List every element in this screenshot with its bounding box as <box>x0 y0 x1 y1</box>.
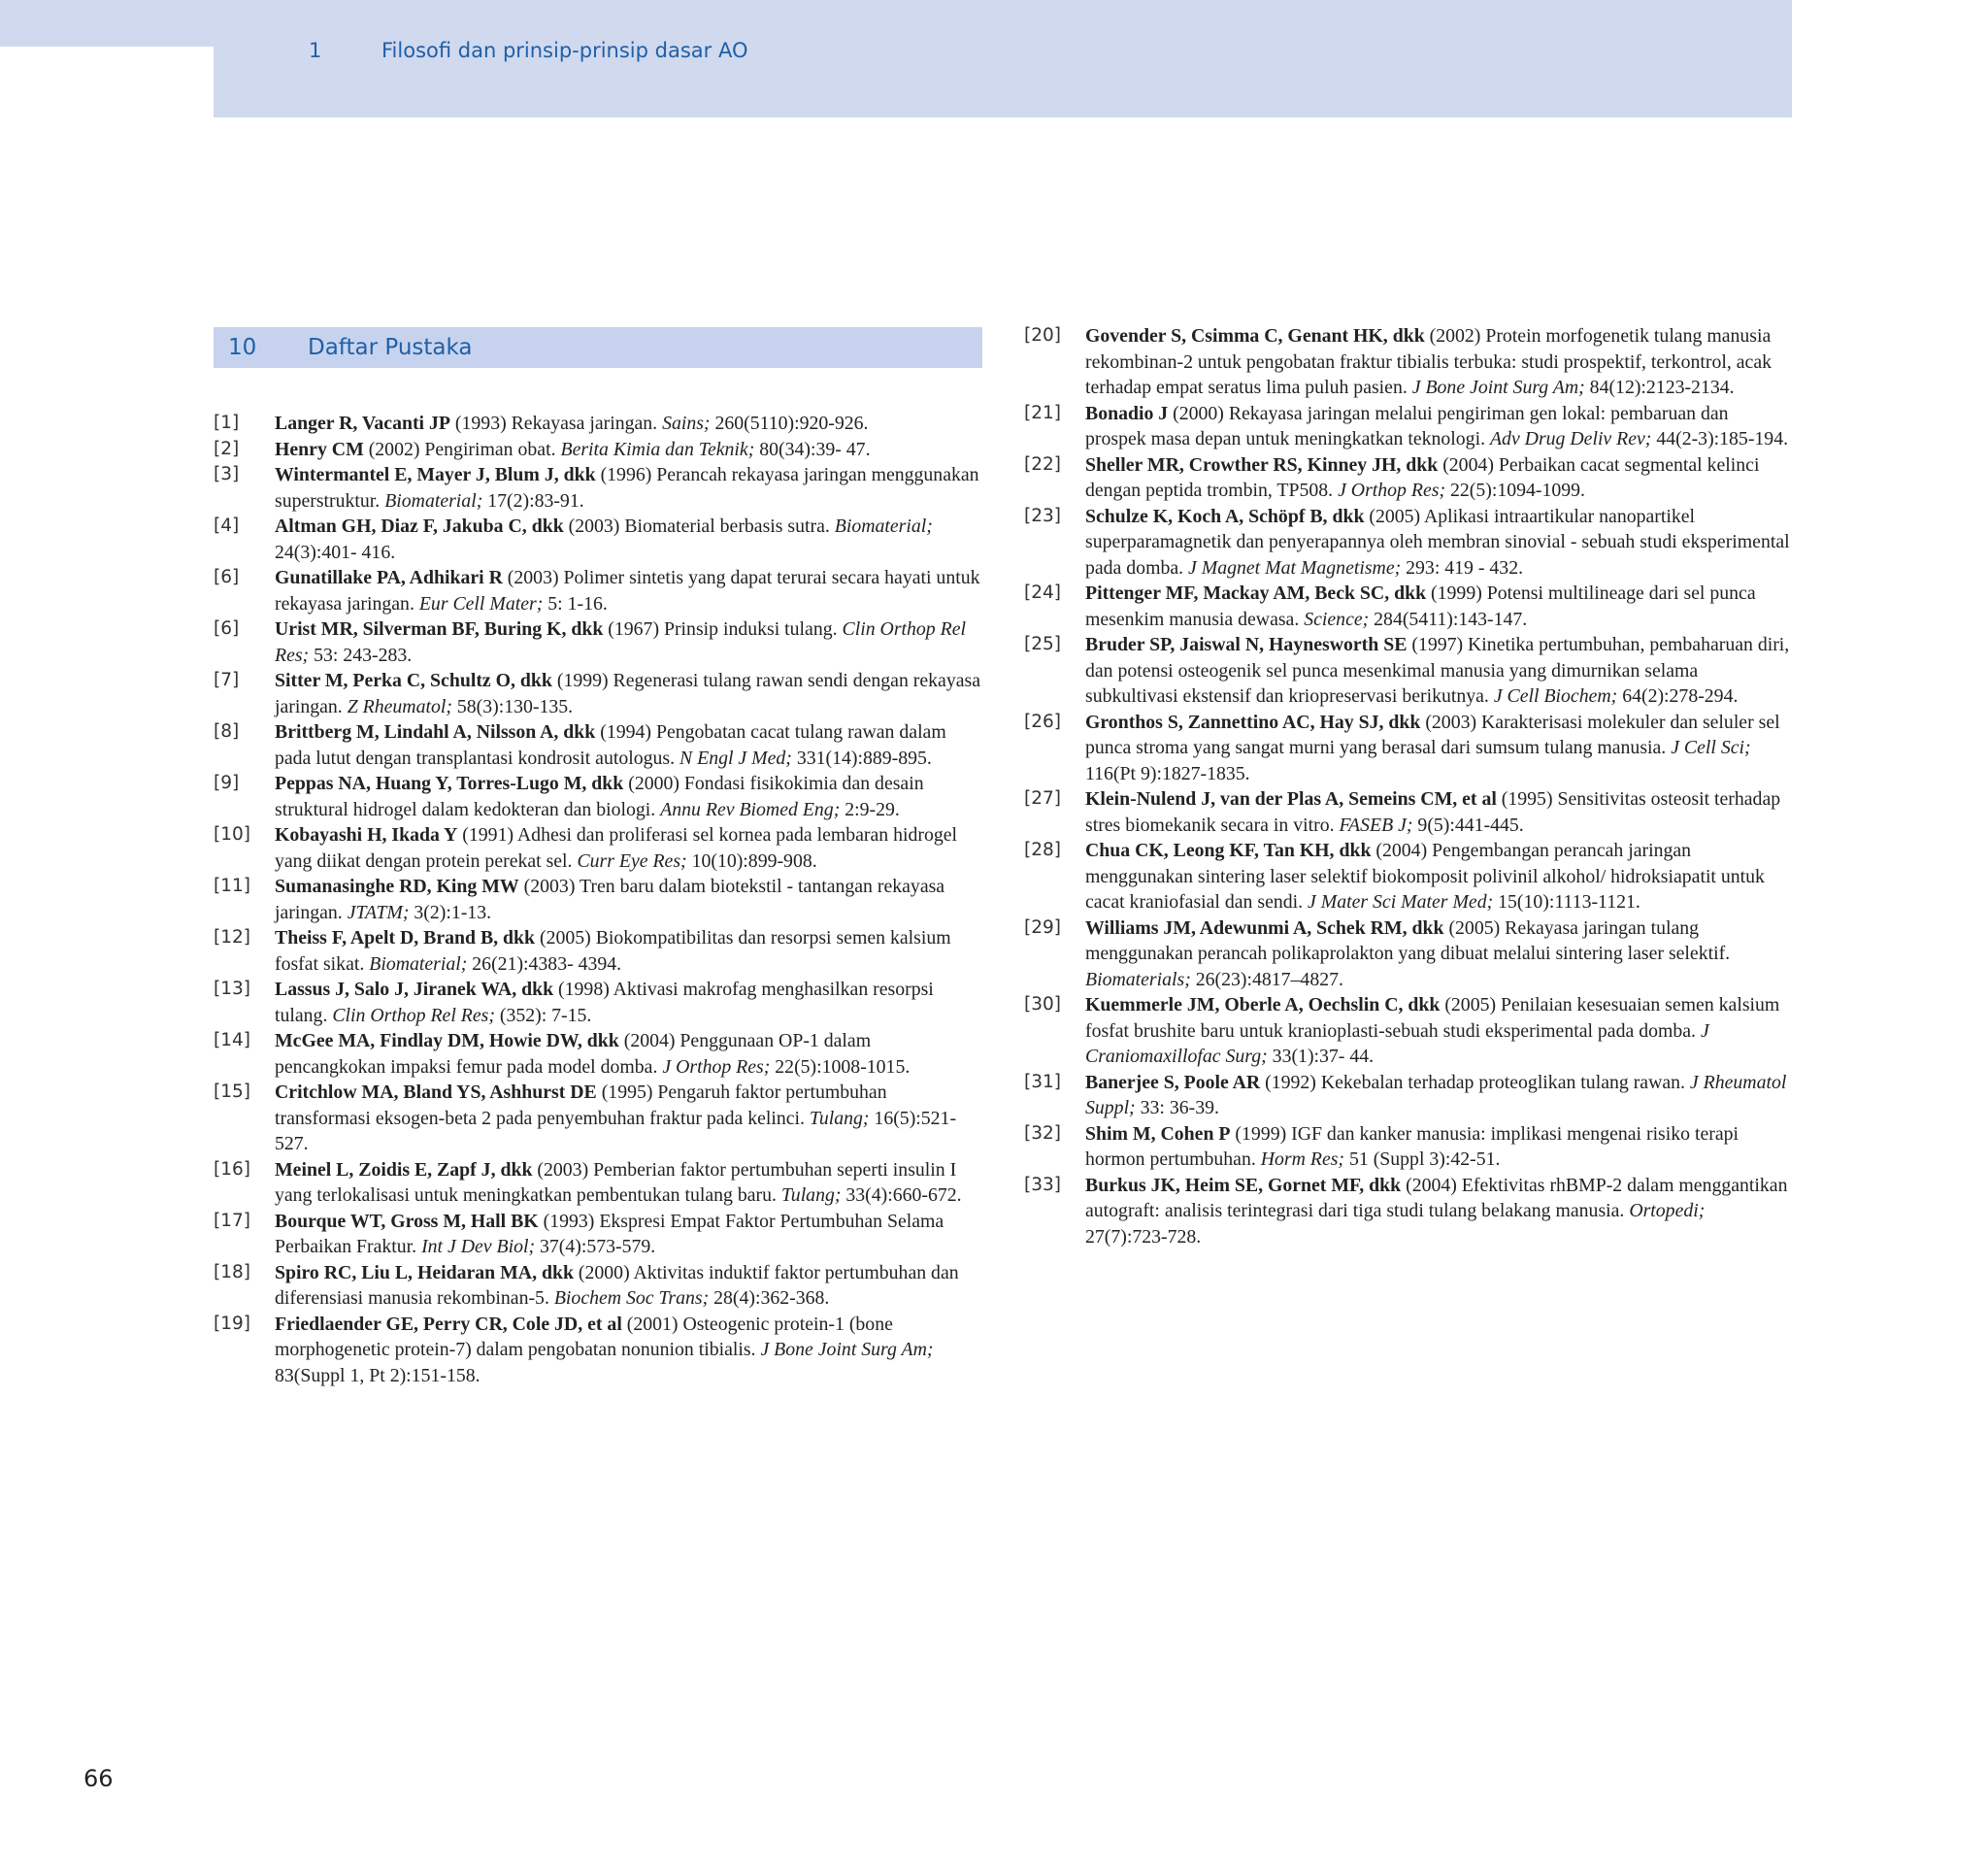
reference-item <box>1024 323 1791 401</box>
reference-number: [23] <box>1024 505 1061 526</box>
reference-authors: Shim M, Cohen P <box>1085 1122 1231 1145</box>
reference-item <box>214 437 980 463</box>
reference-title: (2005) Aplikasi intraartikular nanopartikel superparamagnetik dan penyerapannya oleh membran sinovial - sebuah studi eksperimental pada domba. <box>1085 505 1790 579</box>
reference-citation: 5: 1-16. <box>543 592 608 615</box>
reference-authors: Williams JM, Adewunmi A, Schek RM, dkk <box>1085 916 1444 939</box>
reference-citation: 27(7):723-728. <box>1085 1225 1202 1248</box>
reference-title: (2004) Perbaikan cacat segmental kelinci dengan peptida trombin, TP508. <box>1085 453 1760 501</box>
reference-authors: Banerjee S, Poole AR <box>1085 1071 1261 1093</box>
reference-authors: McGee MA, Findlay DM, Howie DW, dkk <box>275 1030 619 1051</box>
reference-journal: J Mater Sci Mater Med; <box>1308 891 1494 913</box>
reference-text <box>275 1260 980 1312</box>
reference-text <box>1085 452 1791 504</box>
reference-title: (1994) Pengobatan cacat tulang rawan dalam pada lutut dengan transplantasi kondrosit autologus. <box>275 721 946 769</box>
reference-text <box>1085 915 1791 993</box>
references-right-column <box>1024 323 1791 1249</box>
reference-number: [8] <box>214 721 240 742</box>
reference-authors: Pittenger MF, Mackay AM, Beck SC, dkk <box>1085 582 1427 604</box>
reference-text <box>1085 1070 1791 1121</box>
reference-citation: 26(23):4817–4827. <box>1190 968 1343 990</box>
reference-number: [28] <box>1024 840 1061 860</box>
reference-title: (1967) Prinsip induksi tulang. <box>603 618 843 640</box>
reference-item <box>214 1260 980 1312</box>
reference-authors: Schulze K, Koch A, Schöpf B, dkk <box>1085 505 1365 527</box>
reference-authors: Gronthos S, Zannettino AC, Hay SJ, dkk <box>1085 711 1421 733</box>
reference-number: [31] <box>1024 1071 1061 1092</box>
reference-title: (2000) Rekayasa jaringan melalui pengiriman gen lokal: pembaruan dan prospek masa depan untuk meningkatkan teknologi. <box>1085 402 1729 449</box>
reference-text <box>1085 786 1791 838</box>
reference-title: (2004) Pengembangan perancah jaringan menggunakan sintering laser selektif biokomposit polivinil alkohol/ hidroksiapatit untuk cacat kraniofasial dan sendi. <box>1085 840 1765 913</box>
reference-journal: Curr Eye Res; <box>577 849 687 872</box>
reference-number: [15] <box>214 1082 250 1102</box>
reference-authors: Spiro RC, Liu L, Heidaran MA, dkk <box>275 1261 574 1283</box>
reference-number: [2] <box>214 438 240 459</box>
reference-authors: Kuemmerle JM, Oberle A, Oechslin C, dkk <box>1085 994 1441 1015</box>
reference-text <box>1085 632 1791 710</box>
reference-title: (2000) Aktivitas induktif faktor pertumbuhan dan diferensiasi manusia rekombinan-5. <box>275 1261 959 1309</box>
reference-number: [30] <box>1024 994 1061 1015</box>
reference-text <box>1085 323 1791 401</box>
reference-item <box>214 1312 980 1389</box>
reference-authors: Bonadio J <box>1085 402 1169 424</box>
reference-citation: 26(21):4383- 4394. <box>467 952 622 975</box>
section-number: 10 <box>228 335 257 360</box>
reference-item <box>1024 838 1791 915</box>
reference-citation: 58(3):130-135. <box>451 695 574 717</box>
reference-title: (2003) Karakterisasi molekuler dan seluler sel punca stroma yang sangat murni yang berasal dari sumsum tulang manusia. <box>1085 711 1780 758</box>
reference-title: (2003) Pemberian faktor pertumbuhan seperti insulin I yang terlokalisasi untuk meningkatkan pembentukan tulang baru. <box>275 1158 957 1206</box>
reference-item <box>1024 1121 1791 1173</box>
reference-text <box>1085 1173 1791 1250</box>
reference-number: [26] <box>1024 711 1061 732</box>
reference-text <box>1085 992 1791 1070</box>
reference-title: (1997) Kinetika pertumbuhan, pembaharuan diri, dan potensi osteogenik sel punca mesenkimal manusia yang dimurnikan selama subkultivasi ekstensif dan kriopreservasi berikutnya. <box>1085 634 1790 707</box>
reference-text <box>1085 710 1791 787</box>
reference-title: (1995) Sensitivitas osteosit terhadap stres biomekanik secara in vitro. <box>1085 788 1781 836</box>
reference-citation: 28(4):362-368. <box>709 1287 830 1309</box>
reference-journal: Int J Dev Biol; <box>421 1236 536 1257</box>
reference-citation: 116(Pt 9):1827-1835. <box>1085 762 1250 784</box>
reference-number: [4] <box>214 516 240 536</box>
reference-citation: 84(12):2123-2134. <box>1584 377 1735 398</box>
reference-item <box>214 925 980 977</box>
reference-number: [20] <box>1024 325 1061 346</box>
reference-citation: 10(10):899-908. <box>686 849 817 872</box>
reference-citation: 16(5):521-527. <box>275 1107 957 1154</box>
reference-authors: Bourque WT, Gross M, Hall BK <box>275 1210 539 1232</box>
reference-text <box>275 925 980 977</box>
reference-title: (2003) Biomaterial berbasis sutra. <box>563 516 835 537</box>
reference-text <box>275 616 980 668</box>
reference-journal: Berita Kimia dan Teknik; <box>560 438 755 460</box>
reference-citation: 33: 36-39. <box>1135 1097 1219 1118</box>
reference-item <box>214 1080 980 1157</box>
reference-number: [33] <box>1024 1174 1061 1195</box>
reference-authors: Chua CK, Leong KF, Tan KH, dkk <box>1085 840 1372 861</box>
reference-authors: Meinel L, Zoidis E, Zapf J, dkk <box>275 1158 533 1181</box>
reference-text <box>1085 504 1791 582</box>
reference-text <box>275 514 980 565</box>
reference-item <box>214 1209 980 1260</box>
reference-journal: Sains; <box>662 413 711 434</box>
reference-text <box>275 771 980 822</box>
reference-title: (1992) Kekebalan terhadap proteoglikan tulang rawan. <box>1260 1071 1690 1093</box>
reference-citation: 260(5110):920-926. <box>710 413 869 434</box>
reference-title: (2005) Rekayasa jaringan tulang menggunakan perancah polikaprolakton yang dibuat melalui sintering laser selektif. <box>1085 916 1731 964</box>
reference-text <box>1085 1121 1791 1173</box>
reference-authors: Altman GH, Diaz F, Jakuba C, dkk <box>275 516 564 537</box>
reference-title: (2002) Pengiriman obat. <box>363 438 561 460</box>
reference-number: [16] <box>214 1158 250 1180</box>
reference-item <box>1024 504 1791 582</box>
references-left-column <box>214 411 980 1388</box>
reference-citation: 64(2):278-294. <box>1617 685 1739 707</box>
reference-item <box>214 514 980 565</box>
reference-item <box>214 1028 980 1080</box>
reference-title: (1991) Adhesi dan proliferasi sel kornea pada lembaran hidrogel yang diikat dengan protein perekat sel. <box>275 824 958 872</box>
reference-journal: J Orthop Res; <box>662 1055 771 1078</box>
reference-item <box>214 1157 980 1209</box>
header-band-stub <box>0 0 214 47</box>
reference-number: [13] <box>214 979 250 999</box>
reference-authors: Theiss F, Apelt D, Brand B, dkk <box>275 927 536 949</box>
reference-authors: Langer R, Vacanti JP <box>275 413 450 434</box>
reference-citation: 293: 419 - 432. <box>1401 556 1524 579</box>
reference-journal: J Magnet Mat Magnetisme; <box>1188 556 1402 579</box>
reference-journal: J Rheumatol Suppl; <box>1085 1071 1787 1118</box>
reference-title: (2001) Osteogenic protein-1 (bone morphogenetic protein-7) dalam pengobatan nonunion tibialis. <box>275 1313 893 1360</box>
reference-item <box>214 719 980 771</box>
reference-item <box>1024 915 1791 993</box>
reference-item <box>214 874 980 925</box>
reference-title: (2005) Biokompatibilitas dan resorpsi semen kalsium fosfat sikat. <box>275 927 951 975</box>
reference-item <box>214 616 980 668</box>
reference-citation: 331(14):889-895. <box>791 747 932 769</box>
reference-title: (2003) Tren baru dalam biotekstil - tantangan rekayasa jaringan. <box>275 876 945 923</box>
page-number: 66 <box>83 1765 114 1792</box>
reference-item <box>1024 710 1791 787</box>
reference-citation: 17(2):83-91. <box>482 489 584 512</box>
reference-item <box>1024 1070 1791 1121</box>
reference-title: (2000) Fondasi fisikokimia dan desain struktural hidrogel dalam kedokteran dan biologi. <box>275 773 924 820</box>
reference-authors: Friedlaender GE, Perry CR, Cole JD, et al <box>275 1313 622 1335</box>
reference-journal: Clin Orthop Rel Res; <box>275 618 966 666</box>
reference-text <box>1085 401 1791 452</box>
reference-citation: (352): 7-15. <box>494 1004 592 1026</box>
reference-citation: 33(1):37- 44. <box>1267 1046 1375 1067</box>
reference-text <box>275 1157 980 1209</box>
reference-journal: Biomaterials; <box>1085 968 1191 990</box>
reference-authors: Sumanasinghe RD, King MW <box>275 876 519 897</box>
reference-journal: Biochem Soc Trans; <box>553 1287 710 1309</box>
reference-item <box>1024 632 1791 710</box>
reference-number: [7] <box>214 670 240 690</box>
reference-journal: Tulang; <box>809 1107 870 1129</box>
reference-citation: 37(4):573-579. <box>535 1236 656 1257</box>
reference-citation: 2:9-29. <box>840 798 900 820</box>
reference-authors: Klein-Nulend J, van der Plas A, Semeins CM, et al <box>1085 788 1497 810</box>
reference-title: (1993) Rekayasa jaringan. <box>449 413 663 434</box>
reference-item <box>214 462 980 514</box>
reference-citation: 33(4):660-672. <box>841 1184 962 1206</box>
reference-text <box>275 1209 980 1260</box>
reference-title: (2004) Efektivitas rhBMP-2 dalam menggantikan autograft: analisis terintegrasi dari tiga studi tulang belakang manusia. <box>1085 1174 1788 1221</box>
reference-citation: 22(5):1008-1015. <box>770 1055 911 1078</box>
reference-text <box>275 1312 980 1389</box>
reference-journal: Ortopedi; <box>1629 1200 1706 1221</box>
reference-authors: Burkus JK, Heim SE, Gornet MF, dkk <box>1085 1174 1402 1196</box>
reference-item <box>214 411 980 437</box>
reference-number: [1] <box>214 413 240 433</box>
reference-number: [11] <box>214 876 250 896</box>
reference-citation: 24(3):401- 416. <box>275 541 396 563</box>
reference-journal: Biomaterial; <box>384 489 483 512</box>
running-header <box>214 0 1792 117</box>
reference-text <box>275 1028 980 1080</box>
reference-text <box>275 1080 980 1157</box>
reference-item <box>1024 1173 1791 1250</box>
reference-journal: J Cell Biochem; <box>1493 685 1618 707</box>
reference-title: (1996) Perancah rekayasa jaringan menggunakan superstruktur. <box>275 464 979 512</box>
reference-number: [22] <box>1024 453 1061 475</box>
reference-text <box>275 437 980 463</box>
reference-text <box>1085 581 1791 632</box>
reference-text <box>275 977 980 1028</box>
reference-authors: Henry CM <box>275 438 364 460</box>
reference-title: (1999) Potensi multilineage dari sel punca mesenkim manusia dewasa. <box>1085 582 1756 630</box>
reference-text <box>275 411 980 437</box>
reference-item <box>214 822 980 874</box>
reference-citation: 83(Suppl 1, Pt 2):151-158. <box>275 1364 480 1386</box>
reference-number: [27] <box>1024 788 1061 809</box>
reference-citation: 3(2):1-13. <box>409 901 492 923</box>
reference-item <box>1024 581 1791 632</box>
reference-citation: 80(34):39- 47. <box>754 438 871 460</box>
reference-item <box>214 565 980 616</box>
reference-text <box>275 874 980 925</box>
reference-item <box>214 771 980 822</box>
reference-number: [24] <box>1024 582 1061 603</box>
reference-journal: Clin Orthop Rel Res; <box>332 1004 495 1026</box>
reference-authors: Critchlow MA, Bland YS, Ashhurst DE <box>275 1082 597 1103</box>
reference-number: [18] <box>214 1261 250 1282</box>
reference-journal: FASEB J; <box>1339 814 1413 836</box>
reference-number: [32] <box>1024 1122 1061 1144</box>
reference-authors: Lassus J, Salo J, Jiranek WA, dkk <box>275 979 554 1000</box>
section-heading <box>214 327 982 368</box>
reference-number: [25] <box>1024 634 1061 654</box>
reference-title: (1993) Ekspresi Empat Faktor Pertumbuhan Selama Perbaikan Fraktur. <box>275 1210 944 1257</box>
reference-title: (1999) IGF dan kanker manusia: implikasi mengenai risiko terapi hormon pertumbuhan. <box>1085 1122 1740 1170</box>
reference-title: (2005) Penilaian kesesuaian semen kalsium fosfat brushite baru untuk kranioplasti-sebuah studi eksperimental pada domba. <box>1085 994 1780 1042</box>
reference-item <box>1024 786 1791 838</box>
reference-citation: 44(2-3):185-194. <box>1651 428 1789 449</box>
reference-text <box>275 565 980 616</box>
reference-journal: Horm Res; <box>1260 1148 1345 1170</box>
reference-number: [12] <box>214 927 250 948</box>
reference-citation: 9(5):441-445. <box>1412 814 1524 836</box>
reference-citation: 284(5411):143-147. <box>1369 608 1528 630</box>
reference-journal: J Bone Joint Surg Am; <box>760 1339 934 1360</box>
reference-item <box>214 668 980 719</box>
reference-journal: J Craniomaxillofac Surg; <box>1085 1019 1709 1067</box>
reference-number: [9] <box>214 773 240 793</box>
reference-citation: 15(10):1113-1121. <box>1493 891 1640 913</box>
reference-citation: 22(5):1094-1099. <box>1445 480 1585 501</box>
reference-title: (2002) Protein morfogenetik tulang manusia rekombinan-2 untuk pengobatan fraktur tibialis terbuka: studi prospektif, terkontrol, acak terhadap empat seratus lima puluh pasien. <box>1085 325 1772 398</box>
chapter-number: 1 <box>309 39 322 62</box>
reference-journal: Eur Cell Mater; <box>418 592 544 615</box>
reference-citation: 51 (Suppl 3):42-51. <box>1344 1148 1501 1170</box>
reference-authors: Wintermantel E, Mayer J, Blum J, dkk <box>275 464 596 485</box>
reference-title: (2004) Penggunaan OP-1 dalam pencangkokan impaksi femur pada model domba. <box>275 1030 872 1078</box>
reference-journal: N Engl J Med; <box>679 747 792 769</box>
reference-journal: Annu Rev Biomed Eng; <box>660 798 841 820</box>
reference-number: [14] <box>214 1030 250 1050</box>
reference-journal: Biomaterial; <box>369 952 468 975</box>
reference-title: (1998) Aktivasi makrofag menghasilkan resorpsi tulang. <box>275 979 934 1026</box>
reference-authors: Govender S, Csimma C, Genant HK, dkk <box>1085 325 1425 347</box>
reference-journal: Science; <box>1304 608 1370 630</box>
reference-authors: Sheller MR, Crowther RS, Kinney JH, dkk <box>1085 453 1439 476</box>
reference-item <box>1024 992 1791 1070</box>
reference-authors: Brittberg M, Lindahl A, Nilsson A, dkk <box>275 721 596 743</box>
reference-text <box>1085 838 1791 915</box>
reference-authors: Bruder SP, Jaiswal N, Haynesworth SE <box>1085 634 1408 655</box>
reference-number: [3] <box>214 464 240 484</box>
reference-item <box>1024 401 1791 452</box>
reference-item <box>1024 452 1791 504</box>
reference-journal: Z Rheumatol; <box>347 695 452 717</box>
reference-title: (1999) Regenerasi tulang rawan sendi dengan rekayasa jaringan. <box>275 670 980 717</box>
reference-journal: J Orthop Res; <box>1338 480 1446 501</box>
chapter-title: Filosofi dan prinsip-prinsip dasar AO <box>381 39 748 62</box>
reference-number: [19] <box>214 1313 250 1334</box>
reference-title: (1995) Pengaruh faktor pertumbuhan transformasi eksogen-beta 2 pada penyembuhan fraktur pada kelinci. <box>275 1082 887 1129</box>
reference-number: [6] <box>214 618 240 639</box>
reference-journal: Tulang; <box>780 1184 842 1206</box>
reference-text <box>275 668 980 719</box>
reference-journal: Adv Drug Deliv Rev; <box>1489 428 1652 449</box>
reference-number: [21] <box>1024 402 1061 423</box>
reference-authors: Gunatillake PA, Adhikari R <box>275 567 503 588</box>
reference-title: (2003) Polimer sintetis yang dapat terurai secara hayati untuk rekayasa jaringan. <box>275 567 980 615</box>
reference-authors: Peppas NA, Huang Y, Torres-Lugo M, dkk <box>275 773 624 794</box>
reference-text <box>275 822 980 874</box>
reference-authors: Sitter M, Perka C, Schultz O, dkk <box>275 670 552 691</box>
section-title: Daftar Pustaka <box>308 335 473 360</box>
reference-journal: Biomaterial; <box>834 516 933 537</box>
reference-journal: J Bone Joint Surg Am; <box>1411 377 1585 398</box>
reference-number: [29] <box>1024 916 1061 938</box>
reference-text <box>275 462 980 514</box>
reference-number: [17] <box>214 1210 250 1231</box>
reference-number: [10] <box>214 824 250 845</box>
reference-authors: Urist MR, Silverman BF, Buring K, dkk <box>275 618 604 640</box>
reference-text <box>275 719 980 771</box>
reference-citation: 53: 243-283. <box>309 644 413 666</box>
reference-authors: Kobayashi H, Ikada Y <box>275 824 458 846</box>
reference-journal: JTATM; <box>347 901 410 923</box>
reference-item <box>214 977 980 1028</box>
reference-journal: J Cell Sci; <box>1671 737 1751 758</box>
reference-number: [6] <box>214 567 240 587</box>
